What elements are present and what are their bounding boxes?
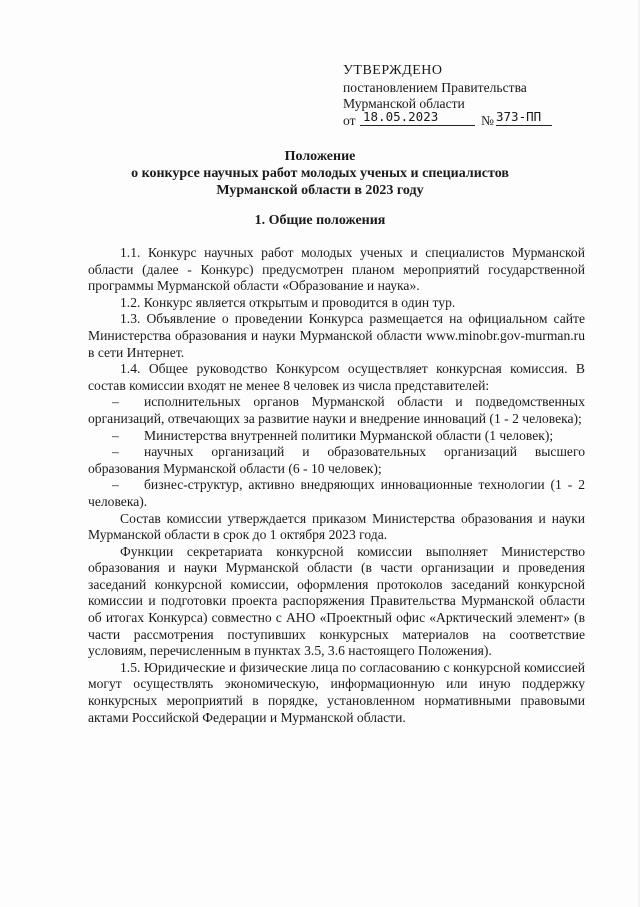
title-line-3: Мурманской области в 2023 году [216,182,424,198]
paragraph-1-2: 1.2. Конкурс является открытым и проводится в один тур. [120,294,456,310]
list-item-text: исполнительных органов Мурманской области и подведомственных организаций, отвечающих за развитие науки и внедрение инноваций (1 - 2 человека); [88,394,585,426]
dash-marker: – [112,427,119,443]
list-item-text: бизнес-структур, активно внедряющих инновационные технологии (1 - 2 человека). [88,477,585,509]
list-item-text: научных организаций и образовательных организаций высшего образования Мурманской области (6 - 10 человек); [88,444,585,476]
title-line-2: о конкурсе научных работ молодых ученых и специалистов [131,165,509,181]
date-prefix: от [343,112,356,128]
dash-marker: – [112,477,119,493]
approval-line-2: Мурманской области [343,96,465,112]
paragraph-secretariat: Функции секретариата конкурсной комиссии выполняет Министерство образования и науки Мурманской области (в части организации и проведения заседаний конкурсной комиссии, оформления протоколов заседаний конкурсной комиссии и подготовки проекта распоряжения Правительства Мурманской области об итогах Конкурса) совместно с АНО «Проектный офис «Арктический элемент» (в части рассмотрения поступивших конкурсных материалов на соответствие условиям, перечисленным в пунктах 3.5, 3.6 настоящего Положения). [88,543,585,659]
list-item [88,428,585,445]
paragraph-composition: Состав комиссии утверждается приказом Министерства образования и науки Мурманской области в срок до 1 октября 2023 года. [88,510,585,543]
dash-marker: – [112,444,119,460]
approval-line-1: постановлением Правительства [343,79,527,95]
title-line-1: Положение [284,149,356,164]
section-heading: 1. Общие положения [254,213,386,228]
paragraph-1-4: 1.4. Общее руководство Конкурсом осуществляет конкурсная комиссия. В состав комиссии входят не менее 8 человек из числа представителей: [88,361,585,393]
approval-date: 18.05.2023 [360,109,475,126]
document-title [110,149,530,199]
dash-marker: – [112,394,119,410]
list-item [88,477,585,510]
list-item [88,444,585,477]
paragraph-1-5: 1.5. Юридические и физические лица по согласованию с конкурсной комиссией могут осуществлять экономическую, информационную или иную поддержку конкурсных мероприятий в порядке, установленном нормативными правовыми актами Российской Федерации и Мурманской области. [88,659,585,725]
list-item [88,394,585,427]
paragraph-1-1: 1.1. Конкурс научных работ молодых ученых и специалистов Мурманской области (далее - Конкурс) предусмотрен планом мероприятий государственной программы Мурманской области «Образование и наука». [88,245,585,294]
document-body [88,245,585,726]
approval-date-line [343,108,603,133]
number-prefix: № [481,112,494,128]
approval-block [343,63,603,133]
paragraph-1-3: 1.3. Объявление о проведении Конкурса размещается на официальном сайте Министерства образования и науки Мурманской области www.minobr.gov-murman.ru в сети Интернет. [88,311,585,360]
list-item-text: Министерства внутренней политики Мурманской области (1 человек); [144,427,554,443]
approval-stamp: УТВЕРЖДЕНО [343,63,443,78]
approval-number: 373-ПП [496,109,552,126]
